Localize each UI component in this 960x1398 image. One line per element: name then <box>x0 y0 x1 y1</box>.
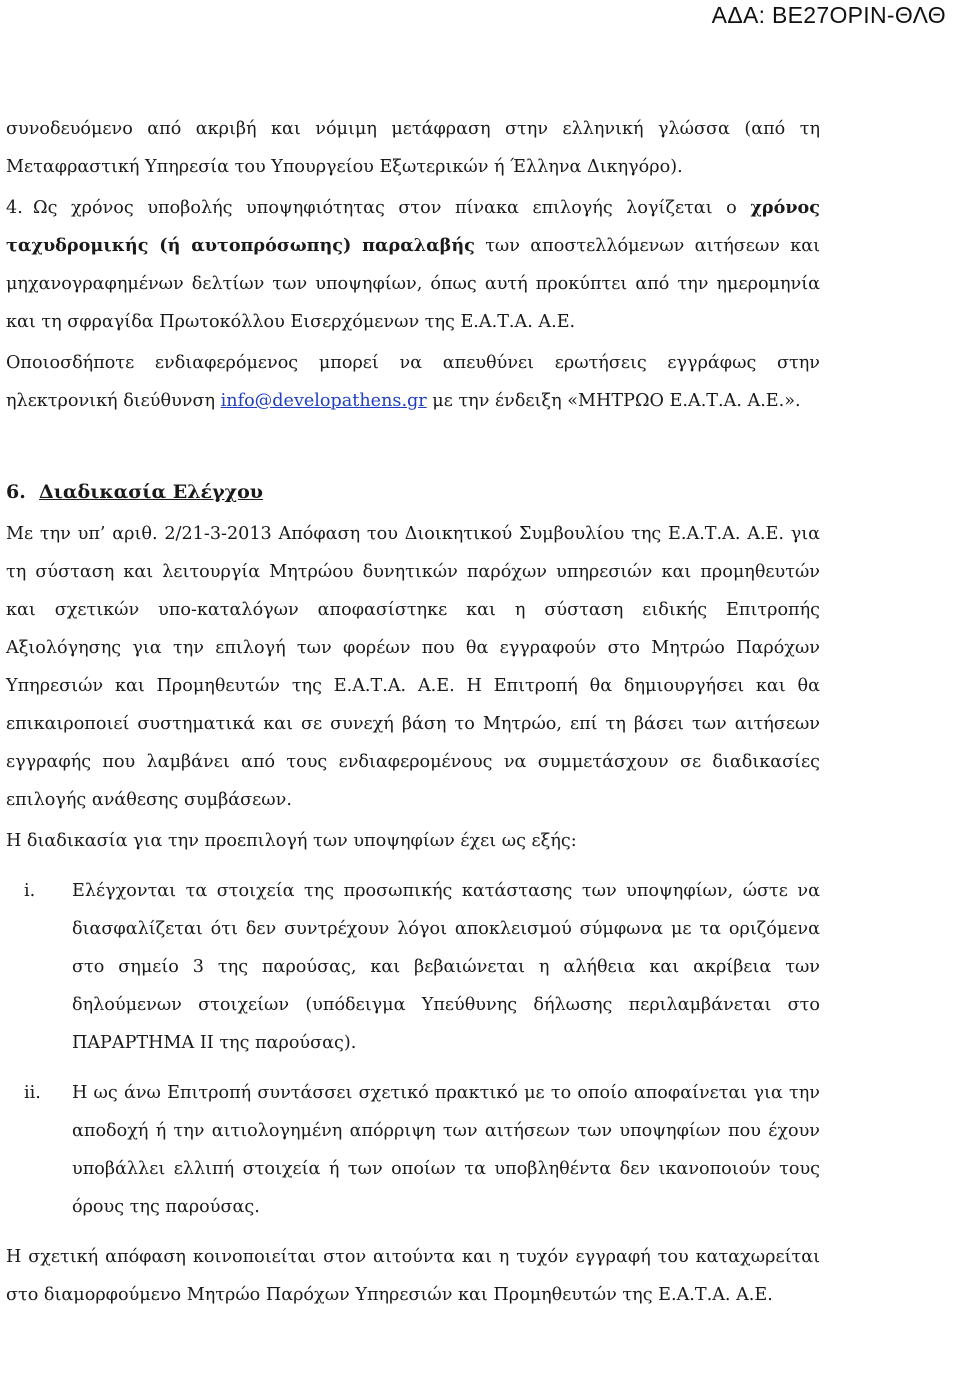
list-item <box>6 872 820 1062</box>
list-item-text: Ελέγχονται τα στοιχεία της προσωπικής κατάστασης των υποψηφίων, ώστε να διασφαλίζεται ότι δεν συντρέχουν λόγοι αποκλεισμού σύμφωνα με τα οριζόμενα στο σημείο 3 της παρούσας, και βεβαιώνεται η αλήθεια και ακρίβεια των δηλούμενων στοιχείων (υπόδειγμα Υπεύθυνης δήλωσης περιλαμβάνεται στο ΠΑΡΑΡΤΗΜΑ ΙΙ της παρούσας). <box>72 881 820 1053</box>
contact-email-link[interactable]: info@developathens.gr <box>220 391 427 411</box>
document-page <box>0 110 960 1314</box>
item-4-bold-text: χρόνος ταχυδρομικής (ή αυτοπρόσωπης) παραλαβής <box>6 197 820 256</box>
item-4-paragraph <box>6 189 820 341</box>
item-4-text-b: των αποστελλόμενων αιτήσεων και μηχανογραφημένων δελτίων των υποψηφίων, όπως αυτή προκύπτει από την ημερομηνία και τη σφραγίδα Πρωτοκόλλου Εισερχόμενων της Ε.Α.Τ.Α. Α.Ε. <box>6 236 821 332</box>
item-4-text-a: Ως χρόνος υποβολής υποψηφιότητας στον πίνακα επιλογής λογίζεται ο <box>33 198 751 218</box>
contact-text-a: Οποιοσδήποτε ενδιαφερόμενος μπορεί να απευθύνει ερωτήσεις εγγράφως στην ηλεκτρονική διεύθυνση <box>6 353 820 411</box>
section-6-number: 6. <box>6 481 26 503</box>
section-6-title: Διαδικασία Ελέγχου <box>39 481 263 503</box>
document-content <box>6 110 820 1314</box>
ada-code-header: ΑΔΑ: ΒΕ27ΟΡΙΝ-ΘΛΘ <box>711 2 946 28</box>
section-6-paragraph-2: Η διαδικασία για την προεπιλογή των υποψηφίων έχει ως εξής: <box>6 831 577 851</box>
list-item-text: Η ως άνω Επιτροπή συντάσσει σχετικό πρακτικό με το οποίο αποφαίνεται για την αποδοχή ή την αιτιολογημένη απόρριψη των αιτήσεων των υποψηφίων που έχουν υποβάλλει ελλιπή στοιχεία ή των οποίων τα υποβληθέντα δεν ικανοποιούν τους όρους της παρούσας. <box>72 1083 820 1217</box>
list-item-marker: i. <box>24 881 36 901</box>
section-6-paragraph-1: Με την υπ’ αριθ. 2/21-3-2013 Απόφαση του Διοικητικού Συμβουλίου της Ε.Α.Τ.Α. Α.Ε. για τη σύσταση και λειτουργία Μητρώου δυνητικών παρόχων υπηρεσιών και προμηθευτών και σχετικών υπο-καταλόγων αποφασίστηκε και η σύσταση ειδικής Επιτροπής Αξιολόγησης για την επιλογή των φορέων που θα εγγραφούν στο Μητρώο Παρόχων Υπηρεσιών και Προμηθευτών της Ε.Α.Τ.Α. Α.Ε. Η Επιτροπή θα δημιουργήσει και θα επικαιροποιεί συστηματικά και σε συνεχή βάση το Μητρώο, επί τη βάσει των αιτήσεων εγγραφής που λαμβάνει από τους ενδιαφερομένους να συμμετάσχουν σε διαδικασίες επιλογής ανάθεσης συμβάσεων. <box>6 524 820 810</box>
procedure-list <box>6 872 820 1226</box>
contact-paragraph <box>6 344 820 420</box>
intro-paragraph: συνοδευόμενο από ακριβή και νόμιμη μετάφραση στην ελληνική γλώσσα (από τη Μεταφραστική Υπηρεσία του Υπουργείου Εξωτερικών ή Έλληνα Δικηγόρο). <box>6 119 820 177</box>
contact-text-b: με την ένδειξη «ΜΗΤΡΩΟ Ε.Α.Τ.Α. Α.Ε.». <box>426 391 801 411</box>
list-item-marker: ii. <box>24 1083 41 1103</box>
section-6-heading <box>6 473 820 511</box>
item-4-number: 4. <box>6 198 23 218</box>
section-6-final-paragraph: Η σχετική απόφαση κοινοποιείται στον αιτούντα και η τυχόν εγγραφή του καταχωρείται στο διαμορφούμενο Μητρώο Παρόχων Υπηρεσιών και Προμηθευτών της Ε.Α.Τ.Α. Α.Ε. <box>6 1247 820 1305</box>
list-item <box>6 1074 820 1226</box>
